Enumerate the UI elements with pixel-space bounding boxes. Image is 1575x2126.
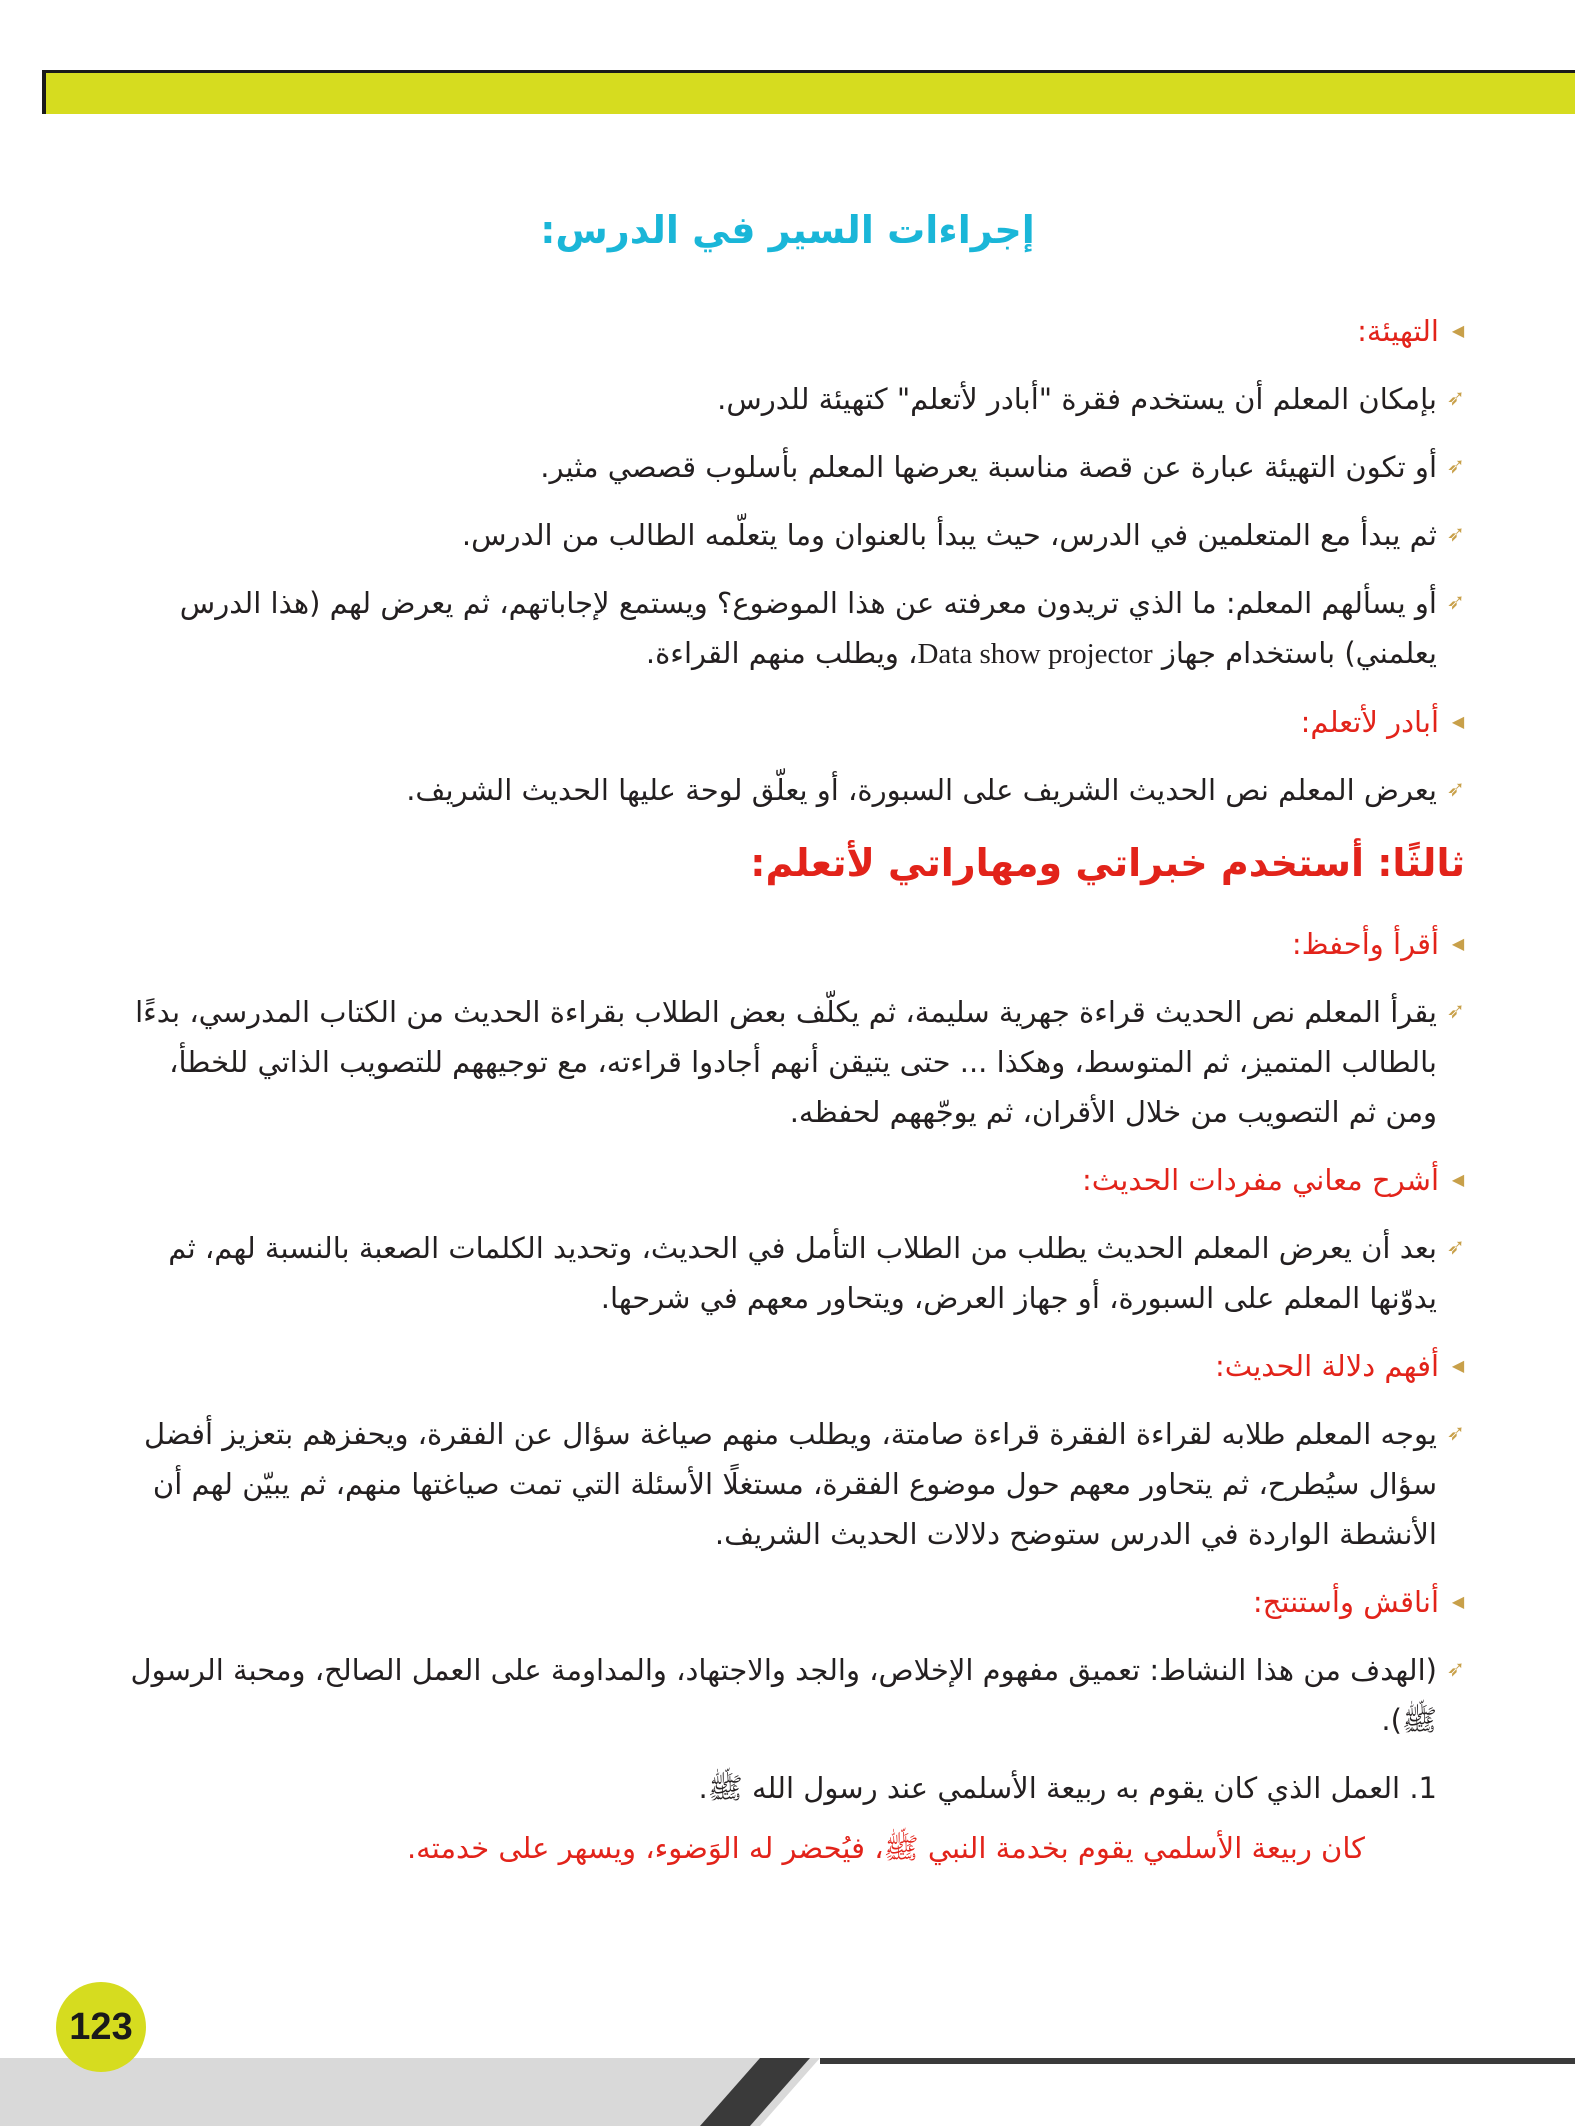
page-content (110, 200, 1465, 1873)
arrowhead-bullet-icon: ➶ (1446, 386, 1465, 411)
triangle-marker-icon: ◀ (1451, 1356, 1465, 1375)
triangle-marker-icon: ◀ (1451, 934, 1465, 953)
main-heading: إجراءات السير في الدرس: (540, 208, 1035, 252)
page-number-badge: 123 (56, 1982, 146, 2072)
list-item-text: بإمكان المعلم أن يستخدم فقرة "أبادر لأتعلم" كتهيئة للدرس. (717, 382, 1437, 416)
list-item-text-end: ، ويطلب منهم القراءة. (645, 636, 918, 670)
list-item-text: يوجه المعلم طلابه لقراءة الفقرة قراءة صامتة، ويطلب منهم صياغة سؤال عن الفقرة، ويحفزهم بتعزيز أفضل سؤال سيُطرح، ثم يتحاور معهم حول موضوع الفقرة، مستغلًا الأسئلة التي تمت صياغتها منهم، ثم يبيّن لهم أن الأنشطة الواردة في الدرس ستوضح دلالات الحديث الشريف. (144, 1417, 1437, 1551)
list-item (110, 1645, 1465, 1745)
vocab-title-text: أشرح معاني مفردات الحديث: (1082, 1163, 1439, 1197)
triangle-marker-icon: ◀ (1451, 321, 1465, 340)
list-item-text: أو يسألهم المعلم: ما الذي تريدون معرفته عن هذا الموضوع؟ ويستمع لإجاباتهم، ثم يعرض لهم (هذا الدرس يعلمني) باستخدام جهاز (179, 586, 1437, 670)
list-item (110, 765, 1465, 815)
arrowhead-bullet-icon: ➶ (1446, 454, 1465, 479)
list-item (110, 442, 1465, 492)
read-memorize-title (110, 919, 1465, 969)
list-item (110, 1409, 1465, 1559)
device-name: Data show projector (917, 638, 1153, 670)
discuss-title (110, 1577, 1465, 1627)
top-accent-bar (42, 70, 1575, 114)
discuss-title-text: أناقش وأستنتج: (1252, 1585, 1439, 1619)
arrowhead-bullet-icon: ➶ (1446, 590, 1465, 615)
arrowhead-bullet-icon: ➶ (1446, 1235, 1465, 1260)
read-memorize-title-text: أقرأ وأحفظ: (1291, 927, 1439, 961)
list-item-text: يقرأ المعلم نص الحديث قراءة جهرية سليمة، ثم يكلّف بعض الطلاب بقراءة الحديث من الكتاب المدرسي، بدءًا بالطالب المتميز، ثم المتوسط، وهكذا ... حتى يتيقن أنهم أجادوا قراءته، مع توجيههم للتصويب الذاتي للخطأ، ومن ثم التصويب من خلال الأقران، ثم يوجّههم لحفظه. (135, 995, 1437, 1129)
list-item-text: أو تكون التهيئة عبارة عن قصة مناسبة يعرضها المعلم بأسلوب قصصي مثير. (540, 450, 1437, 484)
list-item-text: بعد أن يعرض المعلم الحديث يطلب من الطلاب التأمل في الحديث، وتحديد الكلمات الصعبة بالنسبة لهم، ثم يدوّنها المعلم على السبورة، أو جهاز العرض، ويتحاور معهم في شرحها. (168, 1231, 1437, 1315)
arrowhead-bullet-icon: ➶ (1446, 777, 1465, 802)
list-item-text: يعرض المعلم نص الحديث الشريف على السبورة، أو يعلّق لوحة عليها الحديث الشريف. (406, 773, 1437, 807)
list-item-text: (الهدف من هذا النشاط: تعميق مفهوم الإخلاص، والجد والاجتهاد، والمداومة على العمل الصالح، ومحبة الرسول ﷺ). (130, 1653, 1437, 1737)
list-item (110, 987, 1465, 1137)
section-heading: ثالثًا: أستخدم خبراتي ومهاراتي لأتعلم: (750, 841, 1465, 885)
list-item (110, 374, 1465, 424)
list-item (110, 578, 1465, 679)
question-item: 1. العمل الذي كان يقوم به ربيعة الأسلمي عند رسول الله ﷺ. (698, 1771, 1437, 1805)
arrowhead-bullet-icon: ➶ (1446, 522, 1465, 547)
triangle-marker-icon: ◀ (1451, 1592, 1465, 1611)
triangle-marker-icon: ◀ (1451, 1170, 1465, 1189)
initiate-title (110, 697, 1465, 747)
arrowhead-bullet-icon: ➶ (1446, 1657, 1465, 1682)
warmup-title-text: التهيئة: (1357, 314, 1439, 348)
list-item-text: ثم يبدأ مع المتعلمين في الدرس، حيث يبدأ بالعنوان وما يتعلّمه الطالب من الدرس. (461, 518, 1437, 552)
vocab-title (110, 1155, 1465, 1205)
triangle-marker-icon: ◀ (1451, 712, 1465, 731)
answer-text: كان ربيعة الأسلمي يقوم بخدمة النبي ﷺ، فيُحضر له الوَضوء، ويسهر على خدمته. (406, 1831, 1365, 1865)
meaning-title-text: أفهم دلالة الحديث: (1214, 1349, 1439, 1383)
arrowhead-bullet-icon: ➶ (1446, 1421, 1465, 1446)
list-item (110, 510, 1465, 560)
footer-decoration (700, 2050, 1575, 2126)
meaning-title (110, 1341, 1465, 1391)
warmup-title (110, 306, 1465, 356)
initiate-title-text: أبادر لأتعلم: (1300, 705, 1439, 739)
list-item (110, 1223, 1465, 1323)
arrowhead-bullet-icon: ➶ (1446, 999, 1465, 1024)
